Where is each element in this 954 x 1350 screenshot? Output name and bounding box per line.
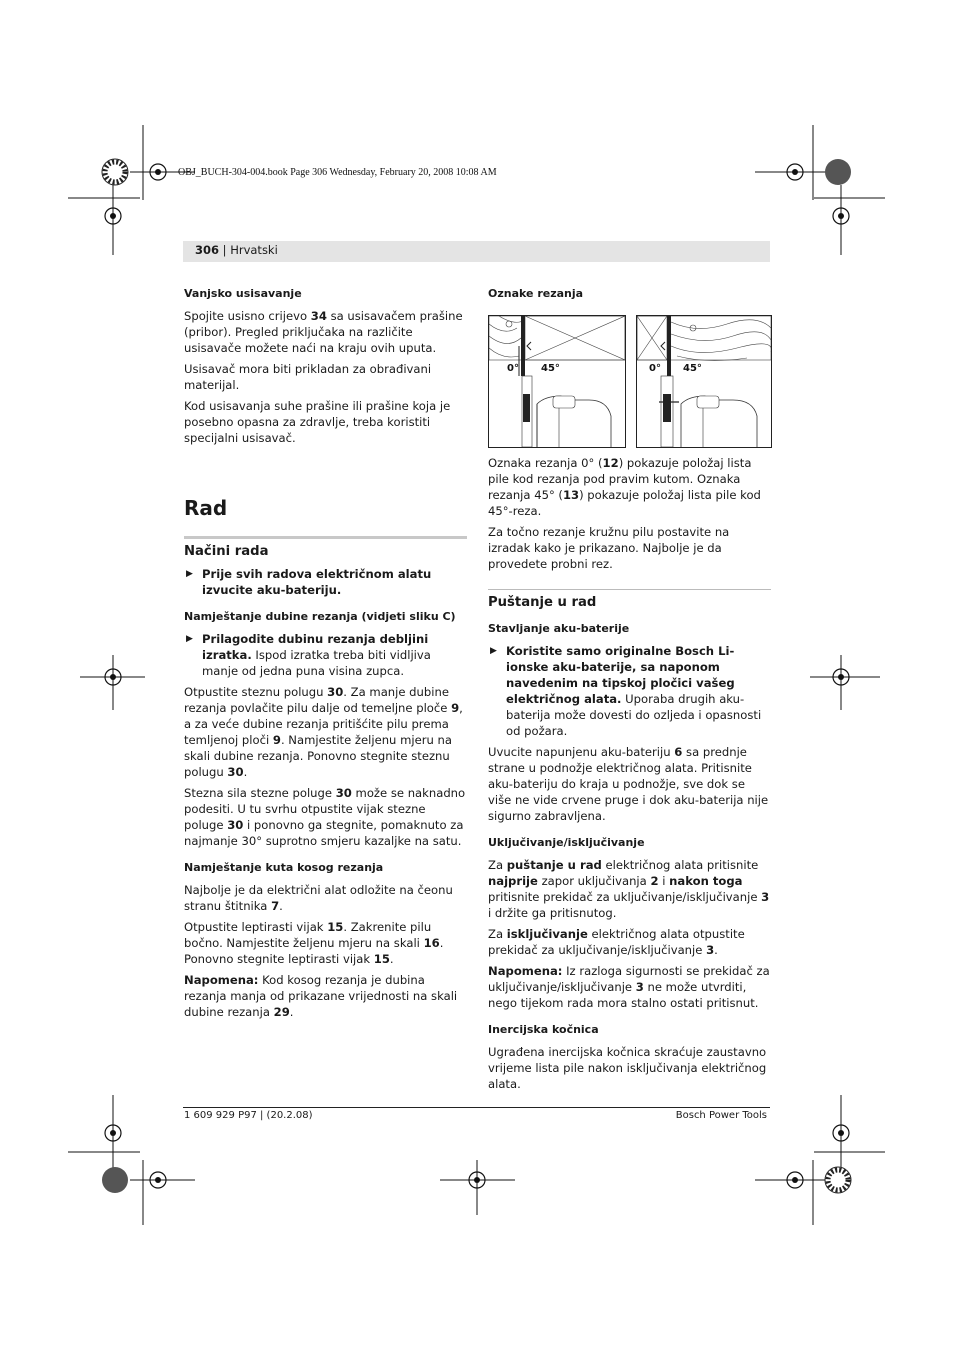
note-paragraph: Napomena: Kod kosog rezanja je dubina rezanja manja od prikazane vrijednosti na skali dubine rezanja 29. (184, 973, 458, 1019)
right-column-text (488, 455, 771, 1097)
print-slug: OBJ_BUCH-304-004.book Page 306 Wednesday, February 20, 2008 10:08 AM (178, 167, 497, 178)
section-title-oznake-rezanja: Oznake rezanja (488, 287, 584, 300)
bullet-triangle-icon: ▶ (186, 569, 193, 579)
paragraph: Za točno rezanje kružnu pilu postavite na izradak kako je prikazano. Najbolje je da provedete probni rez. (488, 525, 730, 571)
chapter-title-rad: Rad (184, 496, 228, 520)
instruction-bullet: ▶ Prilagodite dubinu rezanja debljini izratka. Ispod izratka treba biti vidljiva manje od jedna puna visina zupca. (186, 632, 431, 678)
warning-bullet: ▶ Koristite samo originalne Bosch Li-ionske aku-baterije, sa naponom navedenim na tipskoj pločici vašeg električnog alata. Uporaba drugih aku-baterija može dovesti do ozljeda i opasnosti od požara. (490, 644, 762, 738)
section-title-stavljanje: Stavljanje aku-baterije (488, 622, 630, 635)
section-title-inercijska: Inercijska kočnica (488, 1023, 599, 1036)
paragraph: Otpustite steznu polugu 30. Za manje dubine rezanja povlačite pilu dalje od temeljne ploče 9, a za veće dubine rezanja pritišćite pilu prema temljenoj ploči 9. Namjestite željenu mjeru na skali dubine rezanja. Ponovno stegnite steznu polugu 30. (184, 685, 463, 779)
section-title-kut: Namještanje kuta kosog rezanja (184, 861, 384, 874)
label-0-deg: 0° (507, 363, 519, 374)
paragraph: Uvucite napunjenu aku-bateriju 6 sa prednje strane u podnožje električnog alata. Pritisnite aku-bateriju do kraja u podnožje, sve dok se više ne vide crvene pruge i dok aku-baterija nije sigurno zabravljena. (488, 745, 769, 823)
figure-cutting-mark-45 (636, 315, 772, 448)
paragraph: Stezna sila stezne poluge 30 može se naknadno podesiti. U tu svrhu otpustite vijak stezne poluge 30 i ponovno ga stegnite, pomaknuto za najmanje 30° suprotno smjeru kazaljke na satu. (184, 786, 466, 848)
footer-doc-number: 1 609 929 P97 | (20.2.08) (184, 1110, 313, 1121)
right-column (488, 286, 771, 308)
heading-rule (184, 536, 467, 539)
label-45-deg: 45° (683, 363, 702, 374)
paragraph: Otpustite leptirasti vijak 15. Zakrenite pilu bočno. Namjestite željenu mjeru na skali 16. Ponovno stegnite leptirasti vijak 15. (184, 920, 444, 966)
bullet-triangle-icon: ▶ (490, 646, 497, 656)
note-paragraph: Napomena: Iz razloga sigurnosti se prekidač za uključivanje/isključivanje 3 ne može utvrditi, nego tijekom rada mora stalno ostati pritisnut. (488, 964, 770, 1010)
paragraph: Usisavač mora biti prikladan za obrađivani materijal. (184, 362, 432, 392)
heading-rule (488, 589, 771, 590)
label-45-deg: 45° (541, 363, 560, 374)
paragraph: Za puštanje u rad električnog alata pritisnite najprije zapor uključivanja 2 i nakon toga pritisnite prekidač za uključivanje/isključivanje 3 i držite ga pritisnutog. (488, 858, 770, 920)
page-number: 306 (195, 243, 220, 257)
page-header (195, 243, 278, 257)
paragraph: Oznaka rezanja 0° (12) pokazuje položaj lista pile kod rezanja pod pravim kutom. Oznaka rezanja 45° (13) pokazuje položaj lista pile kod 45°-reza. (488, 456, 761, 518)
heading-nacini-rada: Načini rada (184, 544, 269, 559)
section-title-ukljucivanje: Uključivanje/isključivanje (488, 836, 645, 849)
figure-cutting-mark-0 (488, 315, 626, 448)
header-language: Hrvatski (230, 243, 278, 257)
label-0-deg: 0° (649, 363, 661, 374)
heading-pustanje-u-rad: Puštanje u rad (488, 595, 597, 610)
cutting-mark-0-drawing (489, 316, 625, 447)
paragraph: Spojite usisno crijevo 34 sa usisavačem prašine (pribor). Pregled priključaka na različite usisavače možete naći na kraju ovih uputa. (184, 309, 463, 355)
paragraph: Za isključivanje električnog alata otpustite prekidač za uključivanje/isključivanje 3. (488, 927, 745, 957)
section-title-dubina: Namještanje dubine rezanja (vidjeti sliku C) (184, 610, 456, 623)
footer-brand: Bosch Power Tools (675, 1110, 767, 1121)
paragraph: Najbolje je da električni alat odložite na čeonu stranu štitnika 7. (184, 883, 453, 913)
paragraph: Kod usisavanja suhe prašine ili prašine koja je posebno opasna za zdravlje, treba koristiti specijalni usisavač. (184, 399, 451, 445)
left-column (184, 286, 467, 1025)
footer-rule (183, 1107, 770, 1108)
warning-bullet: ▶ Prije svih radova električnom alatu izvucite aku-bateriju. (186, 567, 432, 597)
section-title-vanjsko-usisavanje: Vanjsko usisavanje (184, 287, 302, 300)
bullet-triangle-icon: ▶ (186, 634, 193, 644)
paragraph: Ugrađena inercijska kočnica skraćuje zaustavno vrijeme lista pile nakon isključivanja električnog alata. (488, 1045, 767, 1091)
cutting-mark-45-drawing (637, 316, 771, 447)
header-separator: | (219, 243, 231, 257)
